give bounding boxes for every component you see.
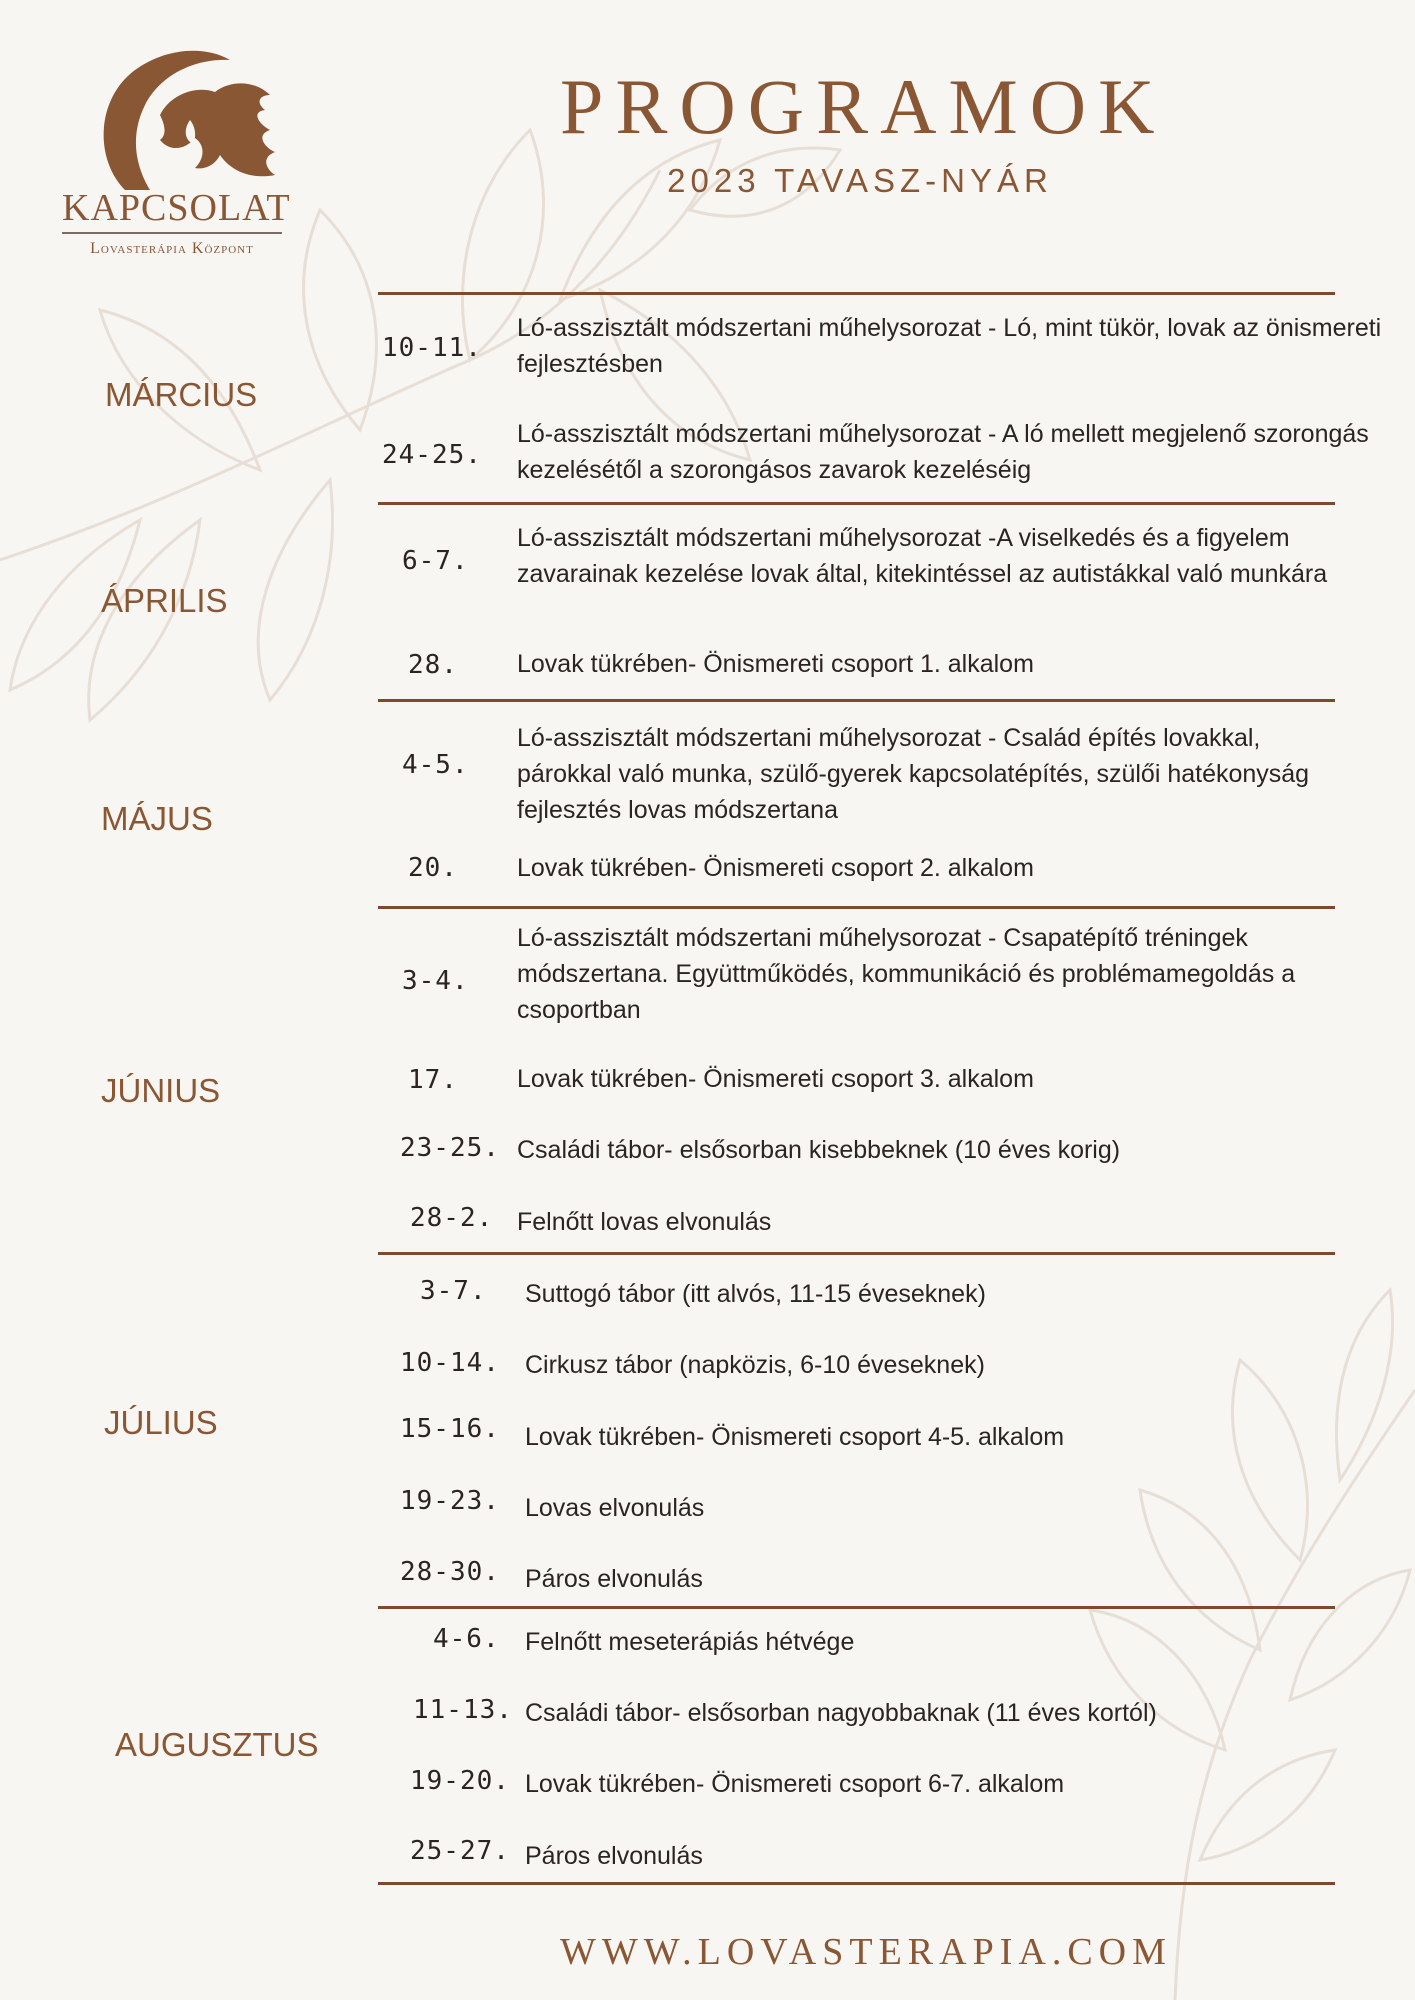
- event-description: Családi tábor- elsősorban nagyobbaknak (11 éves kortól): [525, 1699, 1157, 1727]
- month-label: ÁPRILIS: [101, 582, 228, 619]
- event-description: Felnőtt meseterápiás hétvége: [525, 1628, 855, 1656]
- logo-name: KAPCSOLAT: [62, 187, 291, 229]
- event-description: Páros elvonulás: [525, 1565, 703, 1593]
- event-date: 4-6.: [433, 1624, 500, 1654]
- event-date: 24-25.: [382, 440, 482, 470]
- event-description: Családi tábor- elsősorban kisebbeknek (10 éves korig): [517, 1136, 1121, 1164]
- event-description: Lovak tükrében- Önismereti csoport 2. alkalom: [517, 854, 1034, 882]
- event-description: Ló-asszisztált módszertani műhelysorozat - Család építés lovakkal, párokkal való munka, szülő-gyerek kapcsolatépítés, szülői hatékonyság fejlesztés lovas módszertana: [517, 724, 1310, 824]
- section-divider: [378, 1606, 1335, 1609]
- event-description: Cirkusz tábor (napközis, 6-10 éveseknek): [525, 1351, 985, 1379]
- event-date: 3-7.: [420, 1276, 487, 1306]
- event-description: Lovas elvonulás: [525, 1494, 705, 1522]
- section-divider: [378, 699, 1335, 702]
- event-description: Páros elvonulás: [525, 1842, 703, 1870]
- event-date: 4-5.: [402, 750, 469, 780]
- section-divider: [378, 906, 1335, 909]
- section-divider: [378, 292, 1335, 295]
- page-title: PROGRAMOK: [560, 63, 1167, 150]
- month-label: MÁJUS: [101, 800, 213, 837]
- month-label: MÁRCIUS: [105, 376, 258, 413]
- section-divider: [378, 1882, 1335, 1885]
- event-description: Ló-asszisztált módszertani műhelysorozat - A ló mellett megjelenő szorongás kezelésétől a szorongásos zavarok kezeléséig: [517, 420, 1369, 484]
- month-label: AUGUSZTUS: [115, 1726, 319, 1763]
- event-description: Lovak tükrében- Önismereti csoport 3. alkalom: [517, 1065, 1034, 1093]
- logo-divider: [62, 232, 282, 234]
- event-date: 19-20.: [410, 1766, 510, 1796]
- event-description: Felnőtt lovas elvonulás: [517, 1208, 772, 1236]
- event-date: 20.: [408, 853, 458, 883]
- event-date: 10-11.: [382, 333, 482, 363]
- event-date: 25-27.: [410, 1836, 510, 1866]
- event-date: 19-23.: [400, 1486, 500, 1516]
- event-description: Ló-asszisztált módszertani műhelysorozat -A viselkedés és a figyelem zavarainak kezelése lovak által, kitekintéssel az autistákkal való munkára: [517, 524, 1328, 588]
- event-date: 11-13.: [413, 1695, 513, 1725]
- horse-logo-icon: [55, 40, 295, 270]
- event-description: Lovak tükrében- Önismereti csoport 6-7. alkalom: [525, 1770, 1065, 1798]
- event-date: 28-30.: [400, 1557, 500, 1587]
- month-label: JÚNIUS: [101, 1072, 221, 1109]
- event-description: Lovak tükrében- Önismereti csoport 4-5. alkalom: [525, 1423, 1065, 1451]
- logo-subtitle: Lovasterápia Központ: [90, 240, 254, 257]
- page-subtitle: 2023 TAVASZ-NYÁR: [667, 162, 1053, 199]
- event-date: 28.: [408, 650, 458, 680]
- event-date: 3-4.: [402, 966, 469, 996]
- event-date: 6-7.: [402, 546, 469, 576]
- event-date: 15-16.: [400, 1414, 500, 1444]
- event-description: Ló-asszisztált módszertani műhelysorozat - Ló, mint tükör, lovak az önismereti fejlesztésben: [517, 314, 1382, 378]
- month-label: JÚLIUS: [104, 1404, 218, 1441]
- event-description: Ló-asszisztált módszertani műhelysorozat - Csapatépítő tréningek módszertana. Együttműködés, kommunikáció és problémamegoldás a csoportban: [517, 924, 1296, 1024]
- section-divider: [378, 502, 1335, 505]
- event-date: 23-25.: [400, 1133, 500, 1163]
- event-date: 28-2.: [410, 1203, 494, 1233]
- event-date: 17.: [408, 1065, 458, 1095]
- website-link[interactable]: WWW.LOVASTERAPIA.COM: [560, 1931, 1172, 1973]
- event-description: Suttogó tábor (itt alvós, 11-15 éveseknek): [525, 1280, 986, 1308]
- section-divider: [378, 1252, 1335, 1255]
- event-date: 10-14.: [400, 1348, 500, 1378]
- event-description: Lovak tükrében- Önismereti csoport 1. alkalom: [517, 650, 1034, 678]
